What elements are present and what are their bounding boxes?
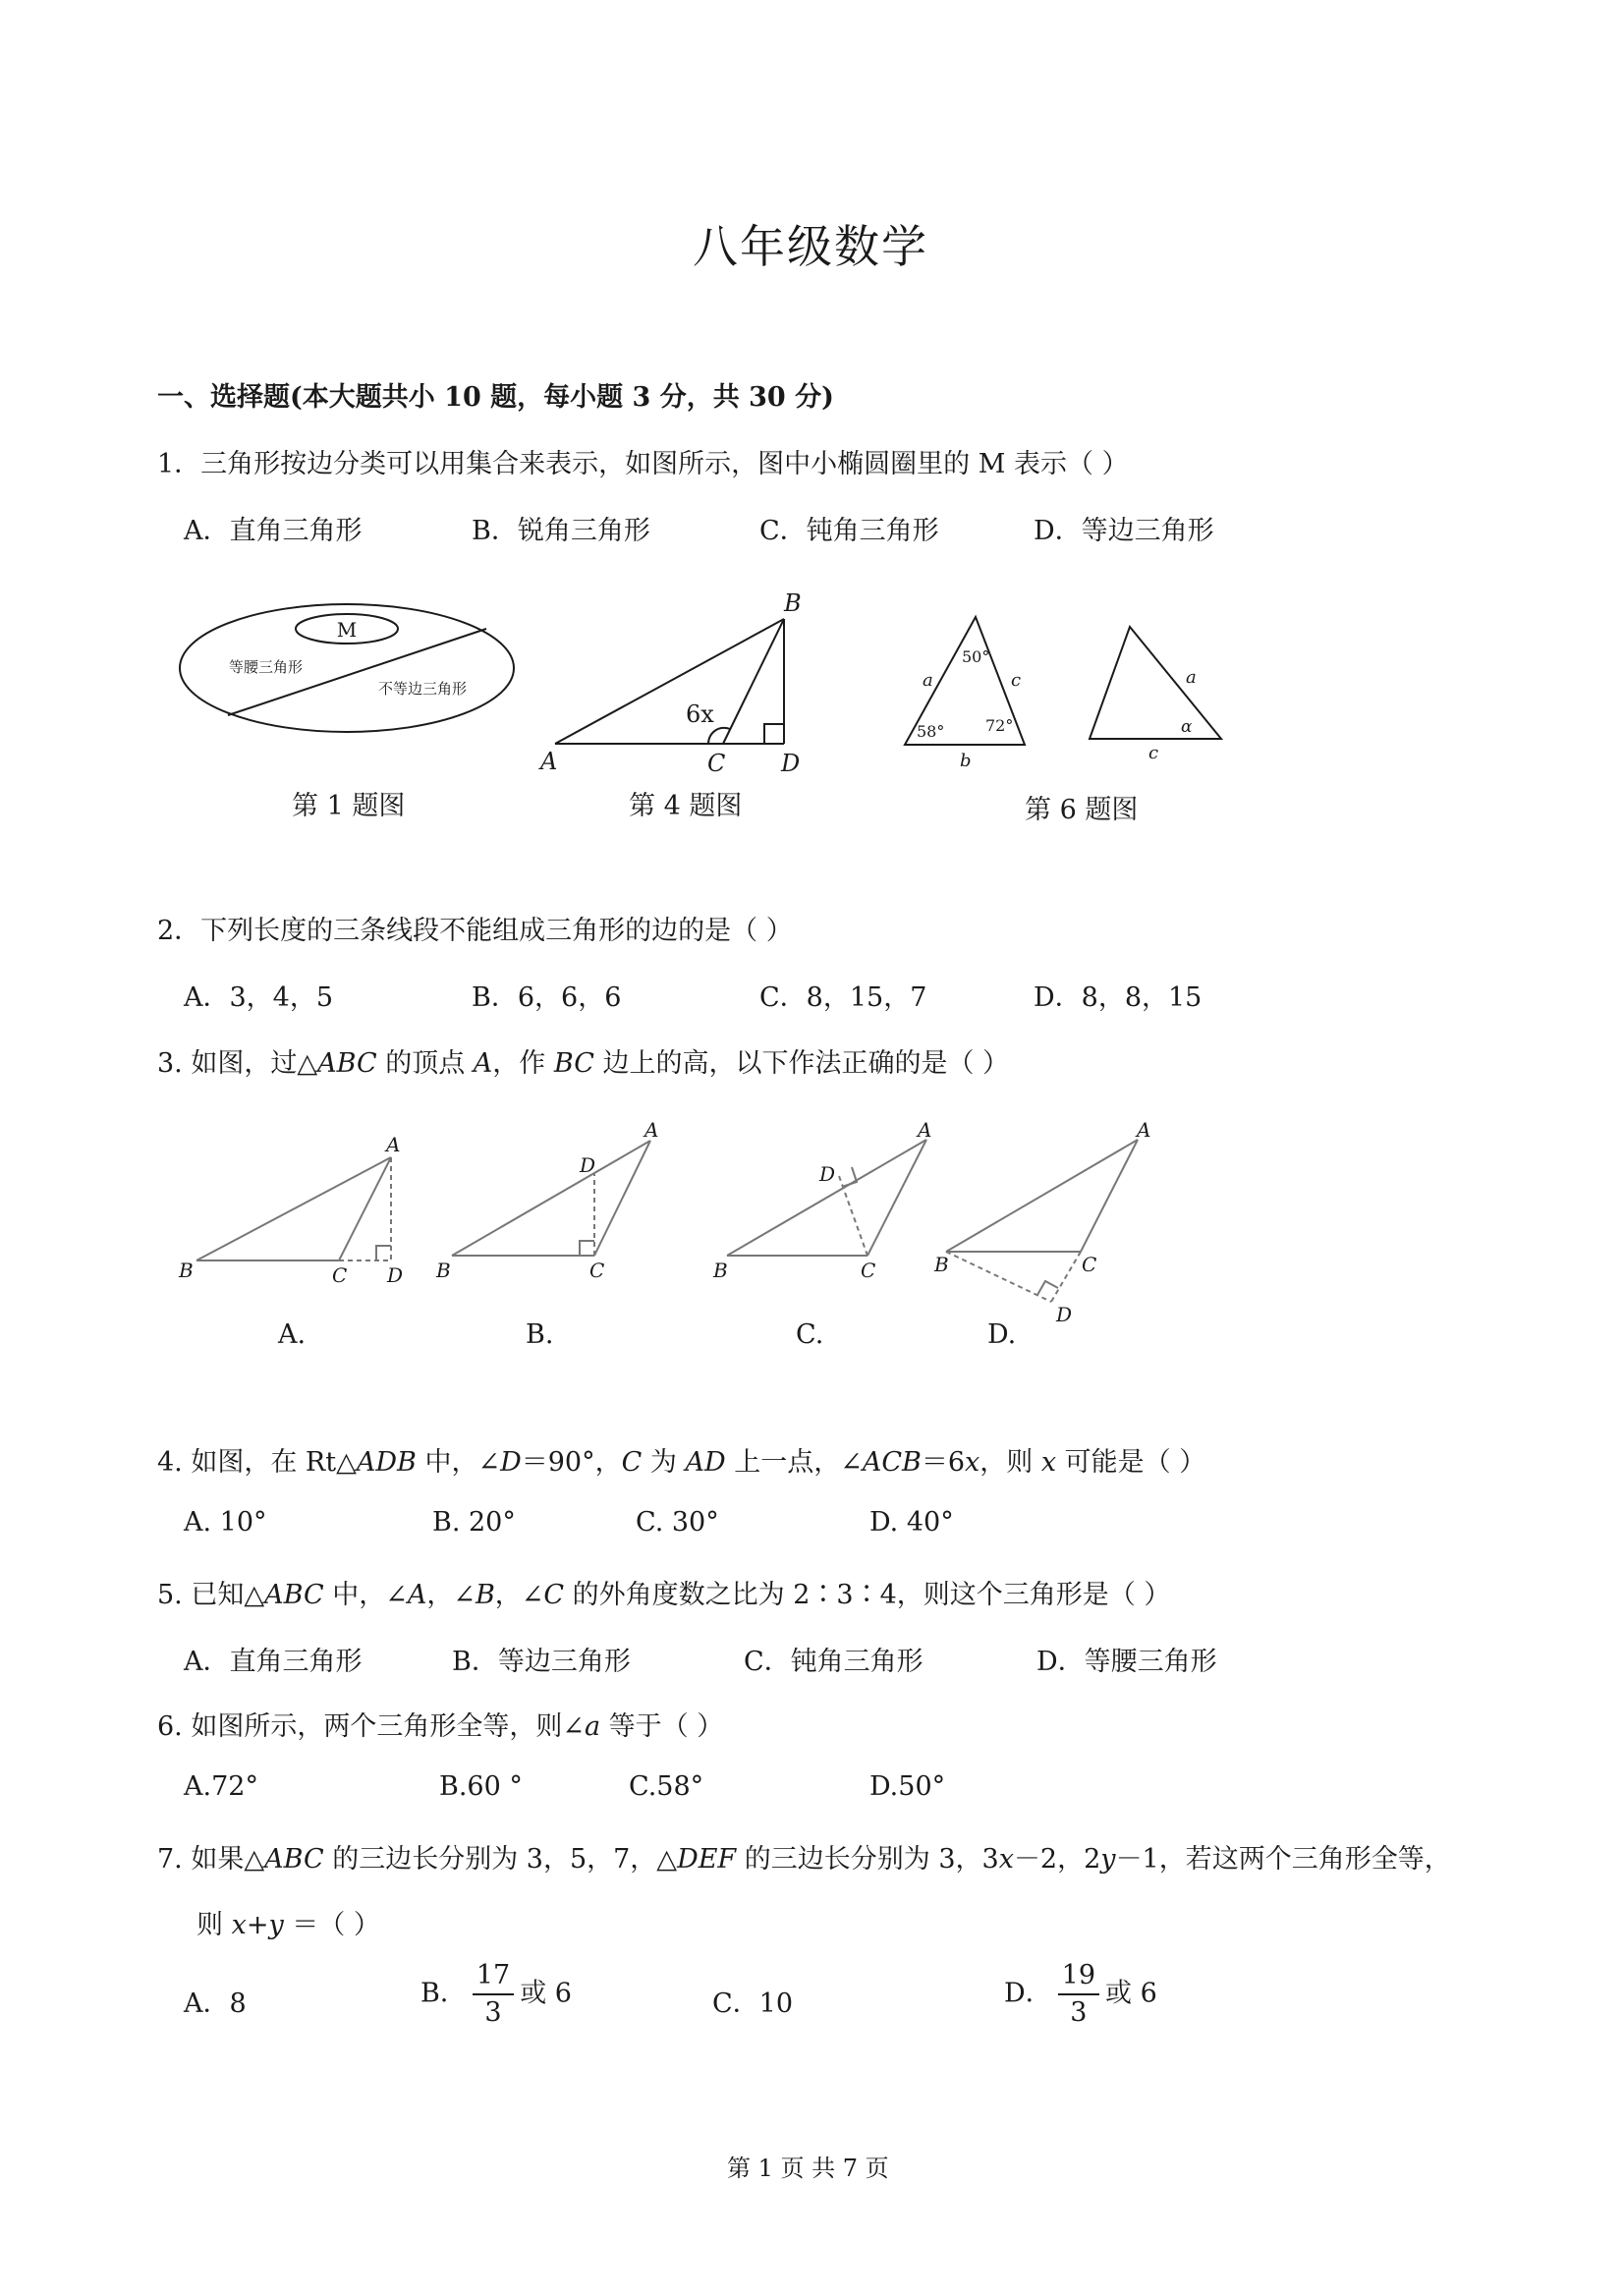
q3a-label-d: D xyxy=(387,1263,404,1287)
q2-option-d[interactable]: D．8，8，15 xyxy=(1034,982,1203,1013)
fig6-top-angle: 50° xyxy=(962,647,990,666)
q4-option-c[interactable]: C. 30° xyxy=(636,1507,719,1538)
q3b-label-c: C xyxy=(589,1259,605,1282)
fig6-second-side-c: c xyxy=(1148,743,1159,763)
fig1-left-label: 等腰三角形 xyxy=(229,658,304,676)
fig4-label-a: A xyxy=(540,748,558,775)
q3-option-b[interactable]: B. xyxy=(526,1319,554,1350)
q3b-label-d: D xyxy=(580,1153,596,1177)
q3a-label-b: B xyxy=(179,1259,194,1282)
question-1-stem: 1．三角形按边分类可以用集合来表示，如图所示，图中小椭圆圈里的 M 表示（ ） xyxy=(157,449,1129,479)
fig4-label-b: B xyxy=(784,589,802,617)
q3a-label-a: A xyxy=(386,1133,401,1156)
q3a-label-c: C xyxy=(332,1263,348,1287)
q1-option-b[interactable]: B．锐角三角形 xyxy=(472,516,650,546)
q3d-label-d: D xyxy=(1056,1303,1073,1321)
page-title: 八年级数学 xyxy=(693,220,928,273)
q6-option-d[interactable]: D.50° xyxy=(869,1771,946,1802)
question-3-stem: 3. 如图，过△ABC 的顶点 A，作 BC 边上的高，以下作法正确的是（ ） xyxy=(157,1048,1010,1079)
q3-option-d[interactable]: D. xyxy=(987,1319,1017,1350)
q6-option-a[interactable]: A.72° xyxy=(184,1771,258,1802)
figure-6-caption: 第 6 题图 xyxy=(1025,795,1139,825)
q5-option-d[interactable]: D．等腰三角形 xyxy=(1036,1647,1217,1677)
q3-figure-a xyxy=(175,1120,425,1297)
fig6-side-c: c xyxy=(1011,670,1022,691)
q3-figure-b xyxy=(432,1115,678,1297)
q3b-label-b: B xyxy=(436,1259,451,1282)
q1-option-d[interactable]: D．等边三角形 xyxy=(1034,516,1214,546)
q3-option-a[interactable]: A. xyxy=(278,1319,307,1350)
question-6-stem: 6. 如图所示，两个三角形全等，则∠a 等于（ ） xyxy=(157,1711,724,1742)
fig6-side-b: b xyxy=(960,751,972,766)
q4-option-a[interactable]: A. 10° xyxy=(184,1507,267,1538)
q2-option-a[interactable]: A．3，4，5 xyxy=(184,982,334,1013)
q1-option-c[interactable]: C．钝角三角形 xyxy=(759,516,939,546)
q3d-label-a: A xyxy=(1137,1118,1151,1142)
q7-option-d-fraction: $\frac{19}{3}$ xyxy=(1058,1958,1099,2031)
q6-option-b[interactable]: B.60 ° xyxy=(439,1771,523,1802)
q3d-label-b: B xyxy=(934,1253,949,1276)
q5-option-b[interactable]: B．等边三角形 xyxy=(452,1647,631,1677)
q3-figure-d xyxy=(928,1115,1174,1321)
q3d-label-c: C xyxy=(1082,1253,1097,1276)
fig4-label-d: D xyxy=(781,750,801,777)
fig4-label-c: C xyxy=(707,750,726,777)
fig1-right-label: 不等边三角形 xyxy=(378,680,468,698)
q2-option-b[interactable]: B．6，6，6 xyxy=(472,982,622,1013)
q3-option-c[interactable]: C. xyxy=(796,1319,824,1350)
q7-option-d[interactable]: D． $\frac{19}{3}$ 或 6 xyxy=(1004,1958,1157,2031)
question-7-stem-line-1: 7. 如果△ABC 的三边长分别为 3，5，7，△DEF 的三边长分别为 3，3x－2，2y－1，若这两个三角形全等， xyxy=(157,1844,1451,1875)
q7-option-b-fraction: $\frac{17}{3}$ xyxy=(473,1958,514,2031)
q4-option-d[interactable]: D. 40° xyxy=(869,1507,954,1538)
q7-option-b[interactable]: B． $\frac{17}{3}$ 或 6 xyxy=(420,1958,572,2031)
q3c-label-a: A xyxy=(918,1118,932,1142)
fig6-left-angle: 58° xyxy=(917,722,945,741)
figure-6-congruent-triangles xyxy=(889,599,1243,766)
fig6-side-a: a xyxy=(923,670,933,691)
q3-figure-c xyxy=(705,1115,951,1297)
q2-option-c[interactable]: C．8，15，7 xyxy=(759,982,927,1013)
section-heading: 一、选择题(本大题共小 10 题，每小题 3 分，共 30 分) xyxy=(157,382,834,413)
figure-4-caption: 第 4 题图 xyxy=(629,791,743,821)
fig6-alpha: α xyxy=(1181,717,1193,737)
q7-option-a[interactable]: A．8 xyxy=(184,1988,247,2019)
page-footer: 第 1 页 共 7 页 xyxy=(727,2155,889,2182)
q3c-label-c: C xyxy=(861,1259,876,1282)
figure-1-caption: 第 1 题图 xyxy=(292,791,406,821)
fig4-angle-label: 6x xyxy=(686,700,714,728)
figure-4-right-triangle xyxy=(531,585,815,781)
figure-1-set-diagram xyxy=(172,599,526,747)
q5-option-a[interactable]: A．直角三角形 xyxy=(184,1647,363,1677)
question-7-stem-line-2: 则 x+y ＝（ ） xyxy=(196,1910,380,1940)
question-2-stem: 2．下列长度的三条线段不能组成三角形的边的是（ ） xyxy=(157,916,793,946)
q3c-label-b: B xyxy=(713,1259,728,1282)
question-5-stem: 5. 已知△ABC 中，∠A，∠B，∠C 的外角度数之比为 2∶3∶4，则这个三角形是（ ） xyxy=(157,1580,1171,1610)
q6-option-c[interactable]: C.58° xyxy=(629,1771,704,1802)
q1-option-a[interactable]: A．直角三角形 xyxy=(184,516,363,546)
q3b-label-a: A xyxy=(644,1118,659,1142)
q7-option-c[interactable]: C．10 xyxy=(712,1988,794,2019)
q3c-label-d: D xyxy=(819,1162,836,1186)
fig1-inner-label: M xyxy=(336,618,358,642)
q4-option-b[interactable]: B. 20° xyxy=(432,1507,516,1538)
fig6-second-side-a: a xyxy=(1186,667,1197,688)
q5-option-c[interactable]: C．钝角三角形 xyxy=(744,1647,923,1677)
question-4-stem: 4. 如图，在 Rt△ADB 中，∠D＝90°，C 为 AD 上一点，∠ACB＝6x，则 x 可能是（ ） xyxy=(157,1447,1206,1478)
fig6-right-angle: 72° xyxy=(985,716,1014,735)
